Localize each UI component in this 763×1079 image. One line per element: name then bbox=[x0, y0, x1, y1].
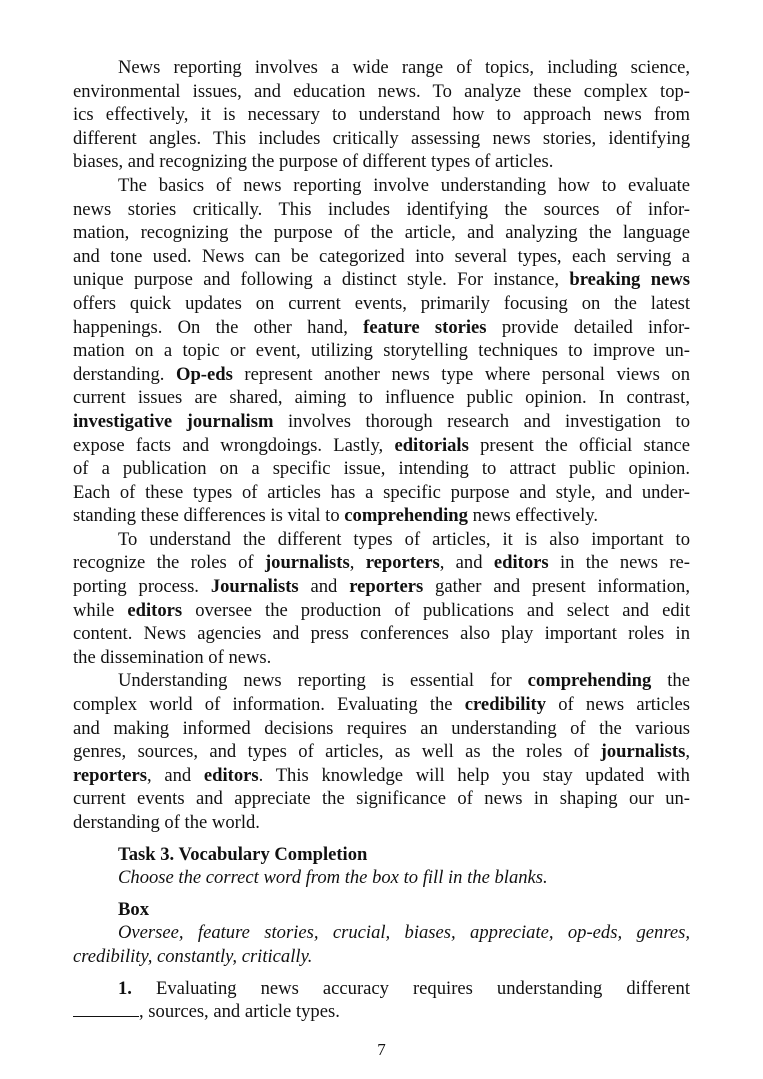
text-line: different angles. This includes critically assessing news stories, identifying bbox=[73, 127, 690, 149]
text-line bbox=[73, 740, 690, 764]
text-line bbox=[73, 316, 690, 340]
text-line bbox=[73, 551, 690, 575]
term-feature-stories: feature stories bbox=[363, 316, 487, 338]
term-investigative-journalism: investigative journalism bbox=[73, 410, 274, 432]
text-line bbox=[73, 764, 690, 788]
text-line bbox=[73, 575, 690, 599]
text-run: standing these differences is vital to bbox=[73, 505, 340, 527]
term-reporters: reporters bbox=[349, 576, 424, 598]
text-run: porting process. bbox=[73, 576, 199, 598]
document-page bbox=[73, 56, 690, 1024]
paragraph-roles bbox=[73, 528, 690, 670]
text-run: genres, sources, and types of articles, as well as the roles of bbox=[73, 741, 590, 763]
box-words: credibility, constantly, critically. bbox=[73, 945, 313, 967]
text-run: complex world of information. Evaluating the bbox=[73, 694, 453, 716]
text-run: gather and present information, bbox=[435, 576, 690, 598]
text-line: and tone used. News can be categorized into several types, each serving a bbox=[73, 245, 690, 267]
term-comprehending: comprehending bbox=[527, 670, 652, 692]
spacer bbox=[73, 969, 690, 977]
term-credibility: credibility bbox=[464, 694, 547, 716]
text-line: content. News agencies and press conferences also play important roles in bbox=[73, 623, 690, 645]
exercise-item-1 bbox=[73, 977, 690, 1001]
text-line bbox=[73, 363, 690, 387]
text-run: recognize the roles of bbox=[73, 552, 254, 574]
text-line: news stories critically. This includes identifying the sources of infor- bbox=[73, 198, 690, 220]
text-line bbox=[73, 268, 690, 292]
term-op-eds: Op-eds bbox=[176, 363, 233, 385]
text-line: of a publication on a specific issue, intending to attract public opinion. bbox=[73, 458, 690, 480]
text-line: offers quick updates on current events, primarily focusing on the latest bbox=[73, 292, 690, 314]
term-editors: editors bbox=[493, 552, 549, 574]
task-title: Task 3. Vocabulary Completion bbox=[118, 843, 368, 865]
box-words: Oversee, feature stories, crucial, biases, appreciate, op-eds, genres, bbox=[118, 922, 690, 944]
text-line bbox=[73, 599, 690, 623]
text-run: in the news re- bbox=[559, 552, 691, 574]
text-line: mation, recognizing the purpose of the article, and analyzing the language bbox=[73, 222, 690, 244]
text-run: Understanding news reporting is essential for bbox=[118, 670, 512, 692]
text-line bbox=[73, 410, 690, 434]
text-line: derstanding of the world. bbox=[73, 812, 260, 833]
term-reporters: reporters bbox=[73, 764, 147, 786]
text-run: represent another news type where personal views on bbox=[244, 363, 691, 385]
exercise-item-1-cont bbox=[73, 1000, 690, 1024]
term-editorials: editorials bbox=[394, 434, 469, 456]
page-number: 7 bbox=[377, 1040, 386, 1059]
item-number: 1. bbox=[118, 977, 132, 999]
term-editors: editors bbox=[127, 599, 183, 621]
text-line: mation on a topic or event, utilizing storytelling techniques to improve un- bbox=[73, 340, 690, 362]
text-line: current events and appreciate the significance of news in shaping our un- bbox=[73, 788, 690, 810]
item-text: , sources, and article types. bbox=[139, 1001, 340, 1023]
task-section bbox=[73, 843, 690, 1024]
text-run: and bbox=[310, 576, 338, 598]
item-text: Evaluating news accuracy requires understanding different bbox=[156, 977, 690, 999]
text-line: biases, and recognizing the purpose of different types of articles. bbox=[73, 151, 554, 173]
text-run: of news articles bbox=[558, 694, 691, 716]
text-run: present the official stance bbox=[480, 434, 691, 456]
text-line bbox=[73, 693, 690, 717]
term-reporters: reporters bbox=[365, 552, 440, 574]
text-line bbox=[73, 504, 690, 528]
text-run: , bbox=[349, 552, 355, 574]
text-run: involves thorough research and investigation to bbox=[287, 410, 691, 432]
term-journalists: journalists bbox=[600, 741, 686, 763]
spacer bbox=[73, 890, 690, 898]
term-breaking-news: breaking news bbox=[569, 269, 690, 291]
text-run: happenings. On the other hand, bbox=[73, 316, 348, 338]
term-journalists: journalists bbox=[264, 552, 350, 574]
text-run: while bbox=[73, 599, 115, 621]
paragraph-news-types bbox=[73, 174, 690, 528]
paragraph-conclusion bbox=[73, 669, 690, 834]
text-line: current issues are shared, aiming to influence public opinion. In contrast, bbox=[73, 387, 690, 409]
text-run: , bbox=[685, 741, 690, 763]
text-run: the bbox=[667, 670, 690, 692]
text-run: expose facts and wrongdoings. Lastly, bbox=[73, 434, 384, 456]
text-line: Each of these types of articles has a specific purpose and style, and under- bbox=[73, 481, 690, 503]
text-line bbox=[73, 434, 690, 458]
term-editors: editors bbox=[203, 764, 259, 786]
spacer bbox=[73, 835, 690, 843]
text-line: News reporting involves a wide range of topics, including science, bbox=[118, 57, 690, 78]
text-line: and making informed decisions requires an understanding of the various bbox=[73, 717, 690, 739]
text-run: provide detailed infor- bbox=[501, 316, 690, 338]
term-comprehending: comprehending bbox=[344, 505, 468, 527]
text-line: the dissemination of news. bbox=[73, 646, 272, 668]
text-run: derstanding. bbox=[73, 363, 165, 385]
text-line: ics effectively, it is necessary to understand how to approach news from bbox=[73, 104, 690, 126]
text-run: , and bbox=[439, 552, 483, 574]
text-line: The basics of news reporting involve understanding how to evaluate bbox=[118, 174, 690, 196]
text-line: environmental issues, and education news. To analyze these complex top- bbox=[73, 80, 690, 102]
answer-blank bbox=[73, 1001, 139, 1017]
paragraph-intro bbox=[73, 56, 690, 174]
task-instruction: Choose the correct word from the box to fill in the blanks. bbox=[118, 867, 548, 889]
box-label: Box bbox=[118, 898, 149, 920]
text-run: unique purpose and following a distinct style. For instance, bbox=[73, 269, 559, 291]
term-journalists: Journalists bbox=[210, 576, 299, 598]
text-line: To understand the different types of articles, it is also important to bbox=[118, 528, 690, 550]
text-run: news effectively. bbox=[472, 505, 599, 527]
text-line bbox=[73, 669, 690, 693]
text-run: oversee the production of publications and select and edit bbox=[195, 599, 690, 621]
text-run: , and bbox=[147, 764, 192, 786]
text-run: . This knowledge will help you stay updated with bbox=[258, 764, 690, 786]
